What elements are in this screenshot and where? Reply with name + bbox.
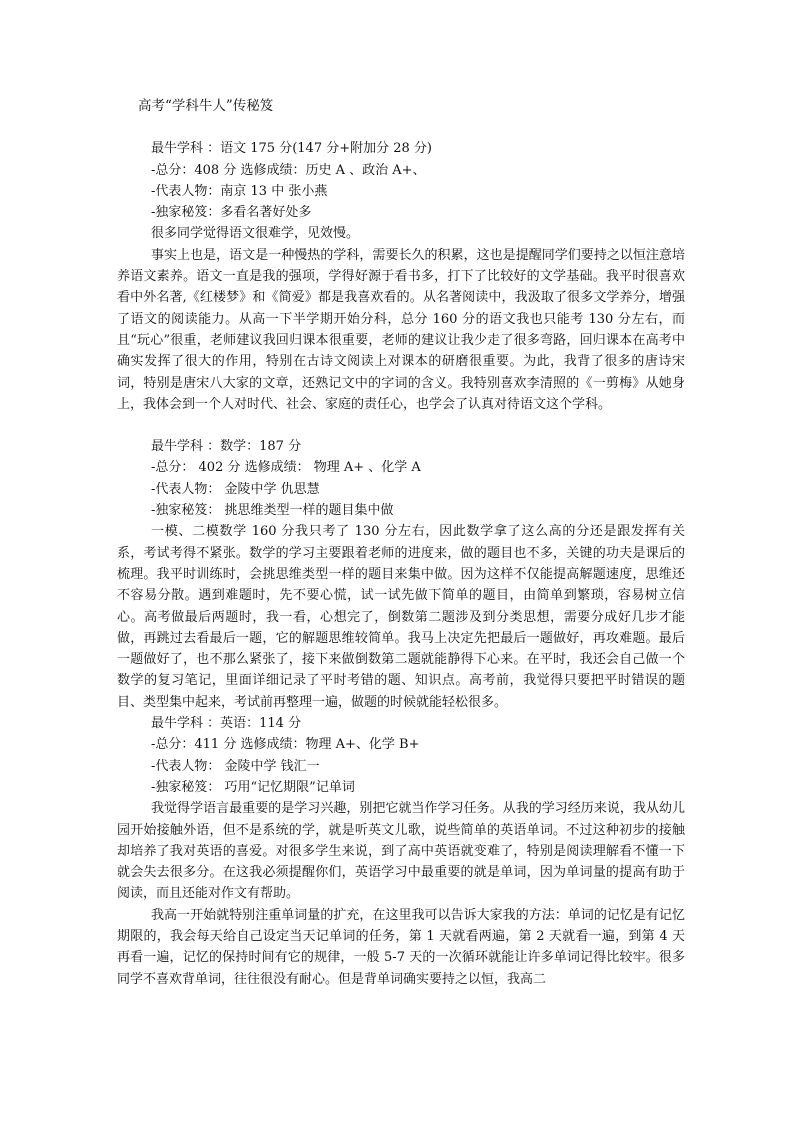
subject-line: 最牛学科 ：语文 175 分(147 分+附加分 28 分) (151, 141, 432, 157)
document-page (117, 96, 685, 990)
tip-line: -独家秘笈： 巧用“记忆期限”记单词 (151, 779, 355, 795)
body-paragraph: 我觉得学语言最重要的是学习兴趣，别把它就当作学习任务。从我的学习经历来说，我从幼儿园开始接触外语，但不是系统的学，就是听英文儿歌，说些简单的英语单词。不过这种初步的接触却培养了我对英语的喜爱。对很多学生来说，到了高中英语就变难了，特别是阅读理解看不懂一下就会失去很多分。在这我必须提醒你们，英语学习中最重要的就是单词，因为单词量的提高有助于阅读，而且还能对作文有帮助。 (117, 801, 685, 902)
representative-line: -代表人物： 金陵中学 钱汇一 (151, 758, 320, 774)
section-english (117, 713, 685, 990)
section-chinese (117, 138, 685, 415)
representative-line: -代表人物： 金陵中学 仇思慧 (151, 481, 320, 497)
document-title: 高考“学科牛人”传秘笈 (138, 98, 274, 114)
body-paragraph: 很多同学觉得语文很难学，见效慢。 (151, 226, 360, 242)
tip-line: -独家秘笈： 挑思维类型一样的题目集中做 (151, 503, 394, 519)
representative-line: -代表人物：南京 13 中 张小燕 (151, 183, 328, 199)
section-math (117, 436, 685, 713)
body-paragraph: 我高一开始就特别注重单词量的扩充，在这里我可以告诉大家我的方法：单词的记忆是有记忆期限的，我会每天给自己设定当天记单词的任务，第 1 天就看两遍，第 2 天就看一遍，到第 4 天再看一遍，记忆的保持时间有它的规律，一般 5-7 天的一次循环就能让许多单词记得比较牢。很多同学不喜欢背单词，往往很没有耐心。但是背单词确实要持之以恒，我高二 (117, 907, 685, 987)
section-spacer (117, 415, 685, 436)
body-paragraph: 事实上也是，语文是一种慢热的学科，需要长久的积累，这也是提醒同学们要持之以恒注意培养语文素养。语文一直是我的强项，学得好源于看书多，打下了比较好的文学基础。我平时很喜欢看中外名著,《红楼梦》和《简爱》都是我喜欢看的。从名著阅读中，我汲取了很多文学养分，增强了语文的阅读能力。从高一下半学期开始分科，总分 160 分的语文我也只能考 130 分左右，而且“玩心”很重，老师建议我回归课本很重要，老师的建议让我少走了很多弯路，回归课本在高考中确实发挥了很大的作用，特别在古诗文阅读上对课本的研磨很重要。为此，我背了很多的唐诗宋词，特别是唐宋八大家的文章，还熟记文中的字词的含义。我特别喜欢李清照的《一剪梅》从她身上，我体会到一个人对时代、社会、家庭的责任心，也学会了认真对待语文这个学科。 (117, 247, 685, 412)
body-paragraph: 一模、二模数学 160 分我只考了 130 分左右，因此数学拿了这么高的分还是跟发挥有关系，考试考得不紧张。数学的学习主要跟着老师的进度来，做的题目也不多，关键的功夫是课后的梳理。我平时训练时，会挑思维类型一样的题目来集中做。因为这样不仅能提高解题速度，思维还不容易分散。遇到难题时，先不要心慌，试一试先做下简单的题目，由简单到繁琐，容易树立信心。高考做最后两题时，我一看，心想完了，倒数第二题涉及到分类思想，需要分成好几步才能做，再跳过去看最后一题，它的解题思维较简单。我马上决定先把最后一题做好，再攻难题。最后一题做好了，也不那么紧张了，接下来做倒数第二题就能静得下心来。在平时，我还会自己做一个数学的复习笔记，里面详细记录了平时考错的题、知识点。高考前，我觉得只要把平时错误的题目、类型集中起来，考试前再整理一遍，做题的时候就能轻松很多。 (117, 524, 685, 710)
total-score-line: -总分：408 分 选修成绩：历史 A 、政治 A+、 (151, 162, 426, 178)
subject-line: 最牛学科 ：英语：114 分 (151, 716, 302, 732)
total-score-line: -总分：411 分 选修成绩：物理 A+、化学 B+ (151, 737, 420, 753)
subject-line: 最牛学科 ：数学：187 分 (151, 439, 302, 455)
tip-line: -独家秘笈：多看名著好处多 (151, 205, 312, 221)
total-score-line: -总分： 402 分 选修成绩： 物理 A+ 、化学 A (151, 460, 421, 476)
